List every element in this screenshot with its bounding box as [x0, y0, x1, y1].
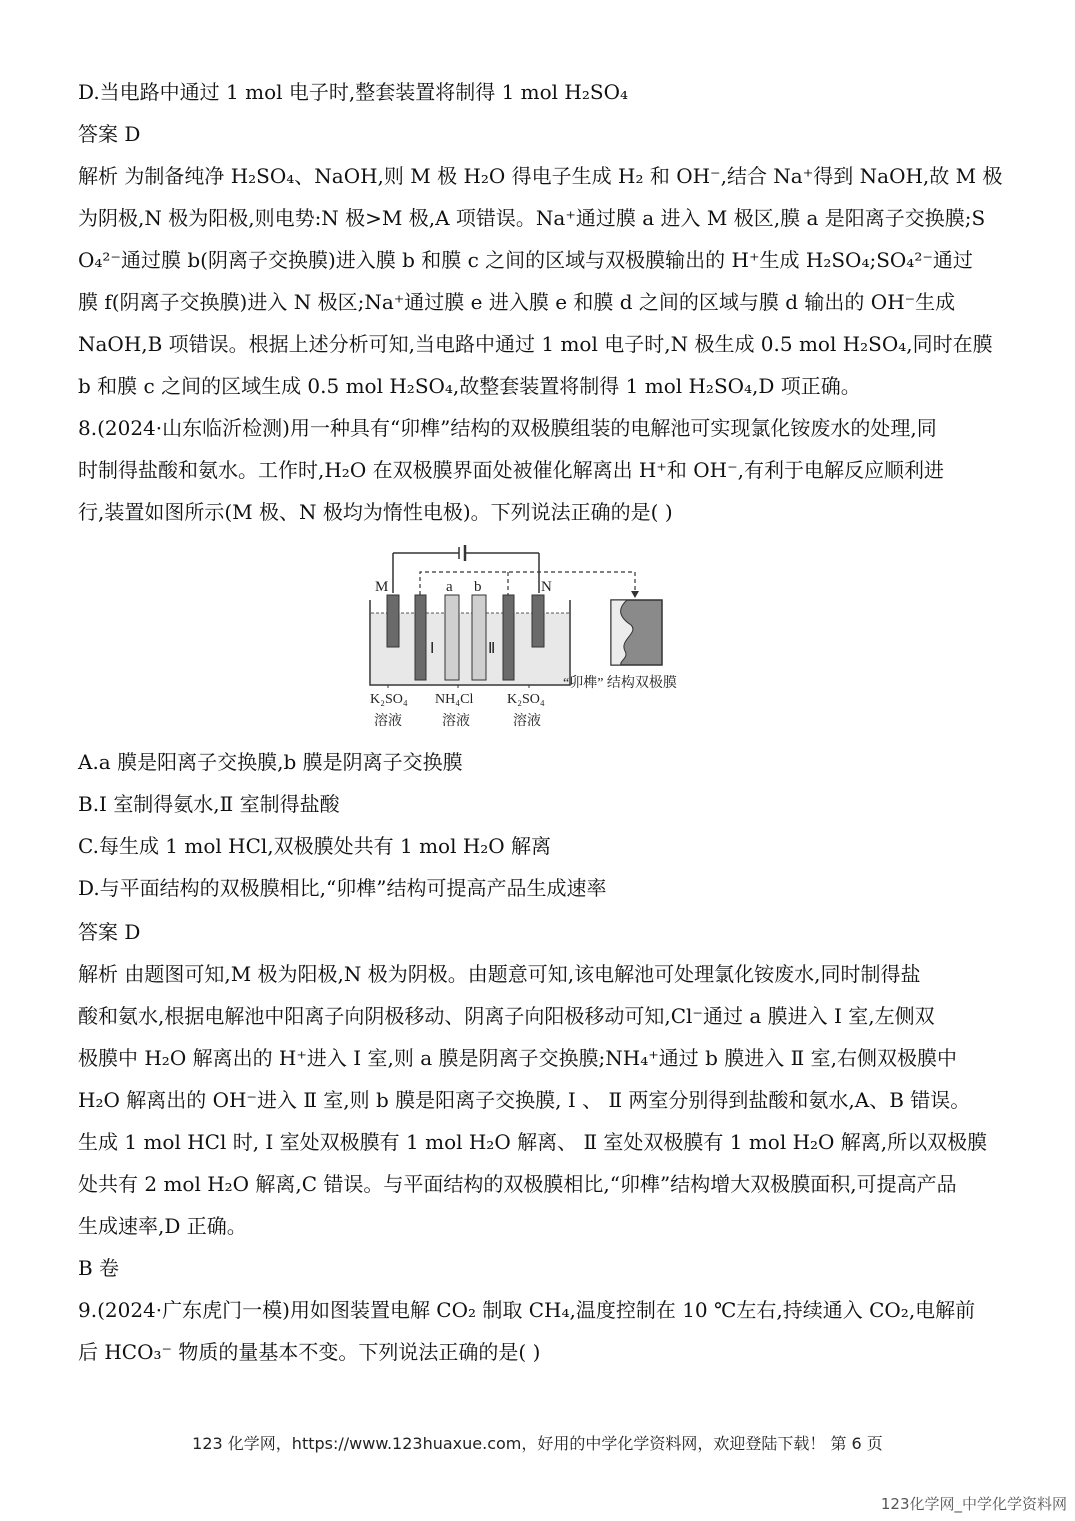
- membrane-b-label: b: [474, 579, 482, 595]
- question-line: 行,装置如图所示(M 极、N 极均为惰性电极)。下列说法正确的是( ): [78, 500, 673, 524]
- answer-line: 答案 D: [78, 122, 141, 146]
- question-line: 8.(2024·山东临沂检测)用一种具有“卯榫”结构的双极膜组装的电解池可实现氯化铵废水的处理,同: [78, 416, 937, 440]
- question-line: 9.(2024·广东虎门一模)用如图装置电解 CO₂ 制取 CH₄,温度控制在 10 ℃左右,持续通入 CO₂,电解前: [78, 1298, 976, 1322]
- text-line: 解析 为制备纯净 H₂SO₄、NaOH,则 M 极 H₂O 得电子生成 H₂ 和 OH⁻,结合 Na⁺得到 NaOH,故 M 极: [78, 164, 1003, 188]
- answer-line: 答案 D: [78, 920, 141, 944]
- text-line: 极膜中 H₂O 解离出的 H⁺进入 Ⅰ 室,则 a 膜是阴离子交换膜;NH₄⁺通过 b 膜进入 Ⅱ 室,右侧双极膜中: [78, 1046, 957, 1070]
- electrolysis-diagram: [355, 545, 715, 735]
- room-2-label: Ⅱ: [488, 641, 496, 657]
- question-line: 后 HCO₃⁻ 物质的量基本不变。下列说法正确的是( ): [78, 1340, 541, 1364]
- text-line: 生成 1 mol HCl 时, Ⅰ 室处双极膜有 1 mol H₂O 解离、 Ⅱ 室处双极膜有 1 mol H₂O 解离,所以双极膜: [78, 1130, 988, 1154]
- page-footer: 123 化学网，https://www.123huaxue.com，好用的中学化学资料网，欢迎登陆下载！ 第 6 页: [192, 1434, 883, 1453]
- electrode-n-label: N: [541, 579, 552, 595]
- middle-solution-label: NH₄Cl: [435, 692, 474, 707]
- room-1-label: Ⅰ: [430, 641, 435, 657]
- text-line: 酸和氨水,根据电解池中阳离子向阴极移动、阴离子向阳极移动可知,Cl⁻通过 a 膜进入 Ⅰ 室,左侧双: [78, 1004, 935, 1028]
- text-line: D.当电路中通过 1 mol 电子时,整套装置将制得 1 mol H₂SO₄: [78, 80, 629, 104]
- text-line: b 和膜 c 之间的区域生成 0.5 mol H₂SO₄,故整套装置将制得 1 mol H₂SO₄,D 项正确。: [78, 374, 861, 398]
- inset-caption: “卯榫” 结构双极膜: [563, 676, 677, 691]
- left-solution-label: K₂SO₄: [370, 692, 408, 707]
- option-d: D.与平面结构的双极膜相比,“卯榫”结构可提高产品生成速率: [78, 876, 607, 900]
- left-solution-label: 溶液: [374, 714, 402, 729]
- watermark: 123化学网_中学化学资料网: [880, 1495, 1067, 1513]
- text-line: 生成速率,D 正确。: [78, 1214, 247, 1238]
- question-line: 时制得盐酸和氨水。工作时,H₂O 在双极膜界面处被催化解离出 H⁺和 OH⁻,有利于电解反应顺利进: [78, 458, 945, 482]
- text-line: 膜 f(阴离子交换膜)进入 N 极区;Na⁺通过膜 e 进入膜 e 和膜 d 之间的区域与膜 d 输出的 OH⁻生成: [78, 290, 956, 314]
- right-solution-label: K₂SO₄: [507, 692, 545, 707]
- membrane-a-label: a: [446, 579, 453, 595]
- electrode-m-label: M: [375, 579, 389, 595]
- section-title: B 卷: [78, 1256, 120, 1280]
- text-line: O₄²⁻通过膜 b(阴离子交换膜)进入膜 b 和膜 c 之间的区域与双极膜输出的 H⁺生成 H₂SO₄;SO₄²⁻通过: [78, 248, 973, 272]
- option-a: A.a 膜是阳离子交换膜,b 膜是阴离子交换膜: [78, 750, 463, 774]
- text-line: 为阴极,N 极为阳极,则电势:N 极>M 极,A 项错误。Na⁺通过膜 a 进入 M 极区,膜 a 是阳离子交换膜;S: [78, 206, 986, 230]
- text-line: NaOH,B 项错误。根据上述分析可知,当电路中通过 1 mol 电子时,N 极生成 0.5 mol H₂SO₄,同时在膜: [78, 332, 993, 356]
- text-line: H₂O 解离出的 OH⁻进入 Ⅱ 室,则 b 膜是阳离子交换膜, Ⅰ 、 Ⅱ 两室分别得到盐酸和氨水,A、B 错误。: [78, 1088, 971, 1112]
- right-solution-label: 溶液: [513, 714, 541, 729]
- text-line: 解析 由题图可知,M 极为阳极,N 极为阴极。由题意可知,该电解池可处理氯化铵废水,同时制得盐: [78, 962, 921, 986]
- middle-solution-label: 溶液: [442, 714, 470, 729]
- text-line: 处共有 2 mol H₂O 解离,C 错误。与平面结构的双极膜相比,“卯榫”结构增大双极膜面积,可提高产品: [78, 1172, 957, 1196]
- option-b: B.Ⅰ 室制得氨水,Ⅱ 室制得盐酸: [78, 792, 340, 816]
- option-c: C.每生成 1 mol HCl,双极膜处共有 1 mol H₂O 解离: [78, 834, 552, 858]
